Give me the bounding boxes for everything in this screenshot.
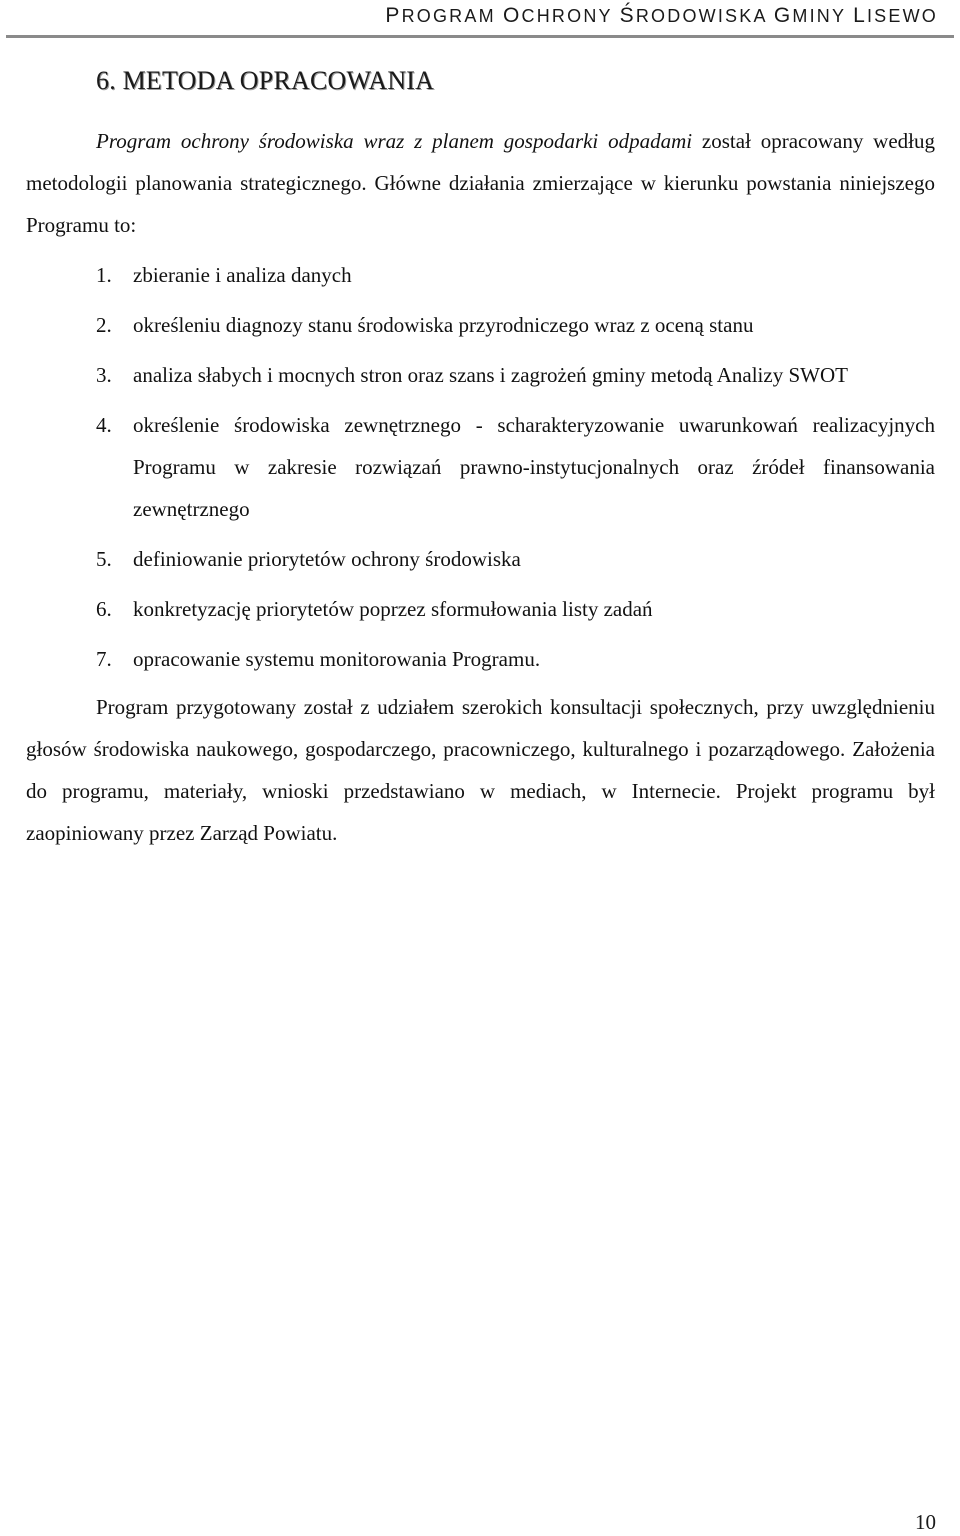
list-item-number: 4. xyxy=(96,413,112,437)
list-item-number: 2. xyxy=(96,313,112,337)
program-name-italic: Program ochrony środowiska wraz z planem gospodarki odpadami xyxy=(96,129,693,153)
list-item xyxy=(26,638,935,680)
list-item-text: zbieranie i analiza danych xyxy=(133,263,352,287)
intro-paragraph xyxy=(26,120,935,246)
intro-text: został opracowany według metodologii planowania strategicznego. Główne działania zmierzające w kierunku powstania niniejszego Programu to: xyxy=(26,129,935,237)
running-header-word: OCHRONY xyxy=(502,4,620,27)
running-header-word: LISEWO xyxy=(853,4,938,27)
list-item-number: 3. xyxy=(96,363,112,387)
list-item-number: 6. xyxy=(96,597,112,621)
list-item-text: konkretyzację priorytetów poprzez sformułowania listy zadań xyxy=(133,597,653,621)
document-body xyxy=(26,120,935,854)
list-item-text: analiza słabych i mocnych stron oraz szans i zagrożeń gminy metodą Analizy SWOT xyxy=(133,363,848,387)
running-header xyxy=(385,4,938,28)
list-item-number: 1. xyxy=(96,263,112,287)
steps-list xyxy=(26,254,935,680)
section-title: 6. METODA OPRACOWANIA xyxy=(96,66,435,95)
list-item xyxy=(26,404,935,530)
page-number: 10 xyxy=(915,1510,936,1534)
list-item xyxy=(26,538,935,580)
list-item-text: opracowanie systemu monitorowania Programu. xyxy=(133,647,541,671)
list-item xyxy=(26,588,935,630)
running-header-word: GMINY xyxy=(773,4,854,27)
list-item-number: 5. xyxy=(96,547,112,571)
header-divider xyxy=(6,35,954,38)
list-item xyxy=(26,254,935,296)
list-item-text: określeniu diagnozy stanu środowiska przyrodniczego wraz z oceną stanu xyxy=(133,313,754,337)
list-item-number: 7. xyxy=(96,647,112,671)
list-item xyxy=(26,304,935,346)
list-item xyxy=(26,354,935,396)
running-header-word: ŚRODOWISKA xyxy=(619,4,774,27)
list-item-text: określenie środowiska zewnętrznego - scharakteryzowanie uwarunkowań realizacyjnych Programu w zakresie rozwiązań prawno-instytucjonalnych oraz źródeł finansowania zewnętrznego xyxy=(133,413,935,521)
list-item-text: definiowanie priorytetów ochrony środowiska xyxy=(133,547,521,571)
closing-paragraph: Program przygotowany został z udziałem szerokich konsultacji społecznych, przy uwzględnieniu głosów środowiska naukowego, gospodarczego, pracowniczego, kulturalnego i pozarządowego. Założenia do programu, materiały, wnioski przedstawiano w mediach, w Internecie. Projekt programu był zaopiniowany przez Zarząd Powiatu. xyxy=(26,695,935,845)
running-header-word: PROGRAM xyxy=(385,4,503,27)
